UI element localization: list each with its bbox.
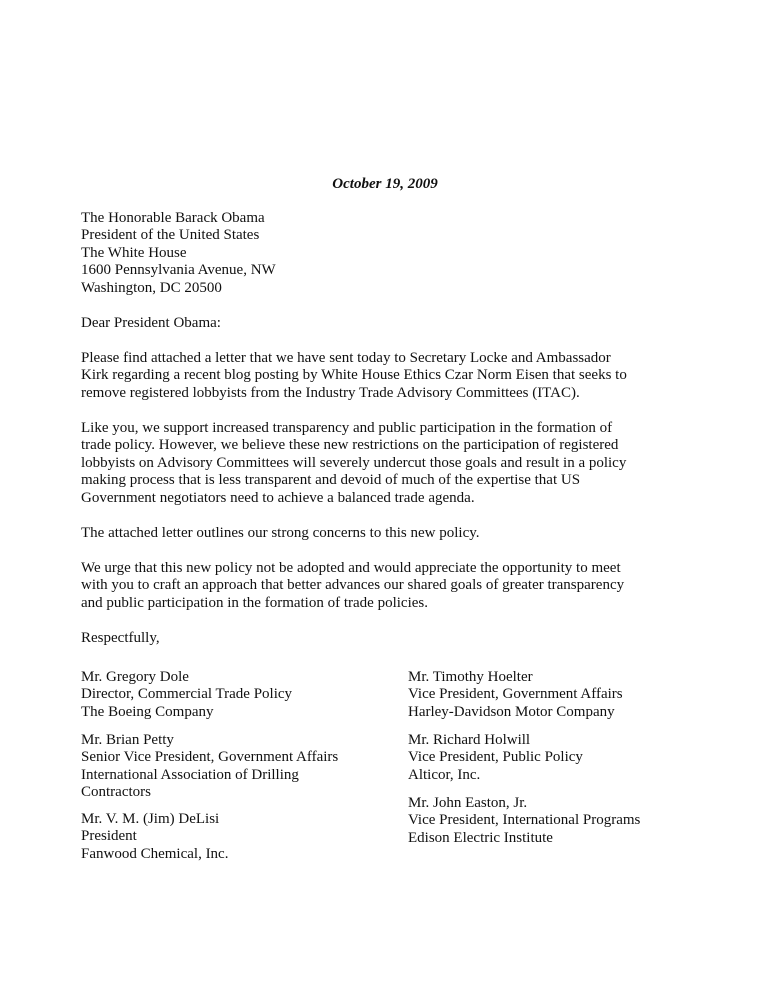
letter-date: October 19, 2009	[332, 176, 438, 192]
text-line: lobbyists on Advisory Committees will severely undercut those goals and result in a policy	[81, 454, 627, 471]
paragraph-4	[81, 560, 624, 612]
text-line: and public participation in the formation of trade policies.	[81, 594, 428, 611]
signatory-name: Mr. Timothy Hoelter	[408, 669, 533, 685]
signatory-title: Vice President, Public Policy	[408, 749, 583, 766]
signatory-title: Vice President, International Programs	[408, 812, 641, 829]
text-line: We urge that this new policy not be adopted and would appreciate the opportunity to meet	[81, 560, 621, 576]
closing: Respectfully,	[81, 630, 160, 646]
text-line: with you to craft an approach that better advances our shared goals of greater transparency	[81, 577, 625, 594]
text-line: making process that is less transparent and devoid of much of the expertise that US	[81, 472, 581, 489]
signatory-org: Fanwood Chemical, Inc.	[81, 845, 229, 862]
signatory	[81, 811, 228, 863]
signatory-name: Mr. Gregory Dole	[81, 669, 189, 685]
signatory	[408, 669, 623, 721]
signatory	[81, 732, 338, 802]
signatory-title: Senior Vice President, Government Affairs	[81, 749, 339, 766]
text-line: Kirk regarding a recent blog posting by White House Ethics Czar Norm Eisen that seeks to	[81, 367, 627, 384]
paragraph-2	[81, 420, 626, 507]
text-line: The attached letter outlines our strong concerns to this new policy.	[81, 525, 480, 541]
address-line: The Honorable Barack Obama	[81, 210, 265, 226]
text-line: Please find attached a letter that we have sent today to Secretary Locke and Ambassador	[81, 350, 611, 366]
signatory	[408, 732, 583, 784]
signatory-name: Mr. John Easton, Jr.	[408, 795, 528, 811]
text-line: trade policy. However, we believe these new restrictions on the participation of registered	[81, 437, 619, 454]
signatory-name: Mr. Richard Holwill	[408, 732, 531, 748]
text-line: Government negotiators need to achieve a balanced trade agenda.	[81, 489, 475, 506]
text-line: remove registered lobbyists from the Industry Trade Advisory Committees (ITAC).	[81, 384, 580, 401]
paragraph-3	[81, 525, 480, 542]
signatory-org: International Association of Drilling	[81, 766, 299, 783]
signatory-name: Mr. Brian Petty	[81, 732, 174, 748]
signatory-name: Mr. V. M. (Jim) DeLisi	[81, 811, 220, 827]
address-line: Washington, DC 20500	[81, 279, 222, 296]
salutation: Dear President Obama:	[81, 315, 221, 331]
paragraph-1	[81, 350, 627, 402]
signatory	[81, 669, 292, 721]
signatory-title: President	[81, 828, 137, 845]
signatory-title: Director, Commercial Trade Policy	[81, 686, 293, 703]
recipient-address	[81, 210, 276, 297]
text-line: Like you, we support increased transparency and public participation in the formation of	[81, 420, 613, 436]
signatory-org: Harley-Davidson Motor Company	[408, 703, 615, 720]
signatory-org: Alticor, Inc.	[408, 766, 481, 783]
signatory-org: Edison Electric Institute	[408, 829, 553, 846]
address-line: 1600 Pennsylvania Avenue, NW	[81, 262, 276, 279]
address-line: President of the United States	[81, 227, 260, 244]
signatory-org: The Boeing Company	[81, 703, 214, 720]
address-line: The White House	[81, 244, 187, 261]
signatory	[408, 795, 640, 847]
signatory-org: Contractors	[81, 784, 151, 801]
signatory-title: Vice President, Government Affairs	[408, 686, 623, 703]
